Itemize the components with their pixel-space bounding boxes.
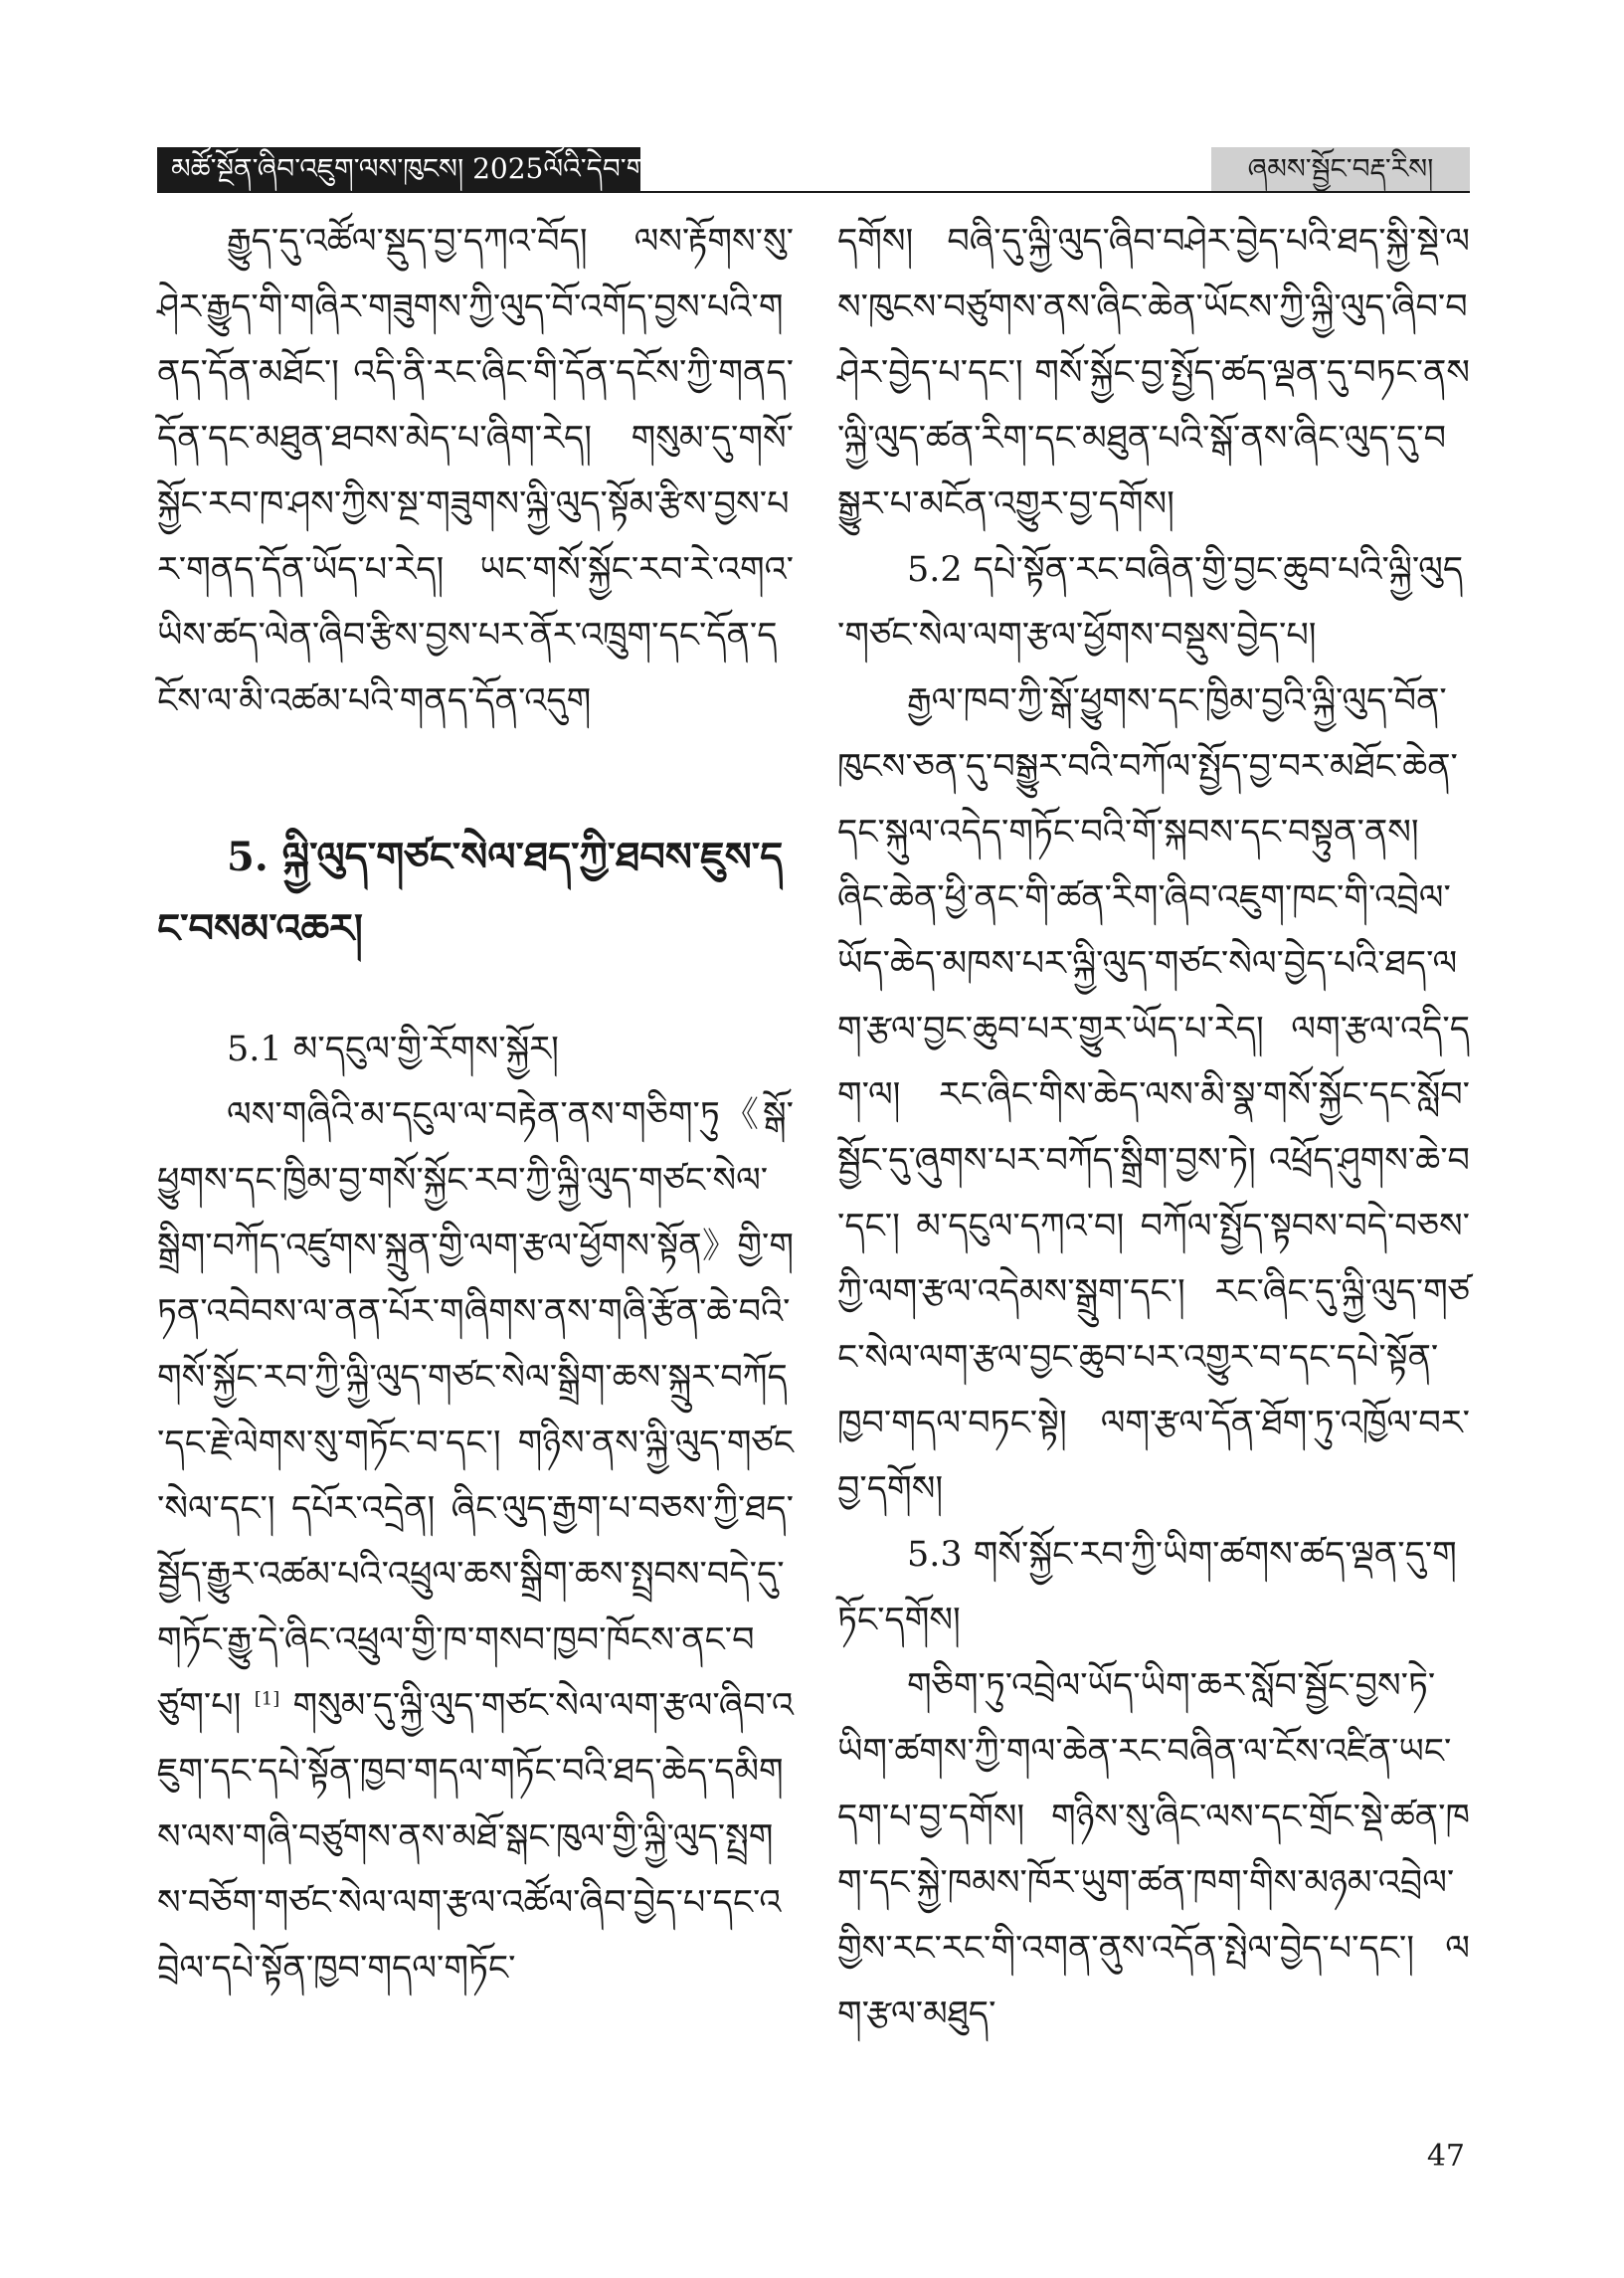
subsection-heading: 5.1 མ་དངུལ་གྱི་རོགས་སྐྱོར།	[227, 1030, 559, 1069]
reference-marker[interactable]: [1]	[254, 1688, 280, 1710]
paragraph: རྒྱལ་ཁབ་ཀྱི་སྒོ་ཕྱུགས་དང་ཁྱིམ་བྱའི་ལྐྱི་ལུད་བོན་ཁུངས་ཅན་དུ་བསྒྱུར་བའི་བཀོལ་སྤྱོད་བྱ་བར་མཐོང་ཆེན་དང་སྐུལ་འདེད་གཏོང་བའི་གོ་སྐབས་དང་བསྟུན་ནས། ཞིང་ཆེན་ཕྱི་ནང་གི་ཚན་རིག་ཞིབ་འཇུག་ཁང་གི་འབྲེལ་ཡོད་ཆེད་མཁས་པར་ལྐྱི་ལུད་གཙང་སེལ་བྱེད་པའི་ཐད་ལག་རྩལ་བྱང་ཆུབ་པར་གྱུར་ཡོད་པ་རེད། ལག་རྩལ་འདི་དག་ལ། རང་ཞིང་གིས་ཆེད་ལས་མི་སྣ་གསོ་སྐྱོང་དང་སློབ་སྦྱོང་དུ་ཞུགས་པར་བཀོད་སྒྲིག་བྱས་ཏེ། འཕྲོད་ཤུགས་ཆེ་བ་དང་། མ་དངུལ་དཀའ་བ། བཀོལ་སྤྱོད་སྟབས་བདེ་བཅས་ཀྱི་ལག་རྩལ་འདེམས་སྒྲུག་དང་། རང་ཞིང་དུ་ལྐྱི་ལུད་གཙང་སེལ་ལག་རྩལ་བྱང་ཆུབ་པར་འགྱུར་བ་དང་དཔེ་སྟོན་ཁྱབ་གདལ་བཏང་སྟེ། ལག་རྩལ་དོན་ཐོག་ཏུ་འཁྱོལ་བར་བྱ་དགོས།	[837, 681, 1470, 1509]
left-column	[157, 209, 794, 2001]
paragraph-text: ལས་གཞིའི་མ་དངུལ་ལ་བརྟེན་ནས་གཅིག་ཏུ《སྒོ་ཕྱུགས་དང་ཁྱིམ་བྱ་གསོ་སྐྱོང་རབ་ཀྱི་ལྐྱི་ལུད་གཙང་སེལ་སྒྲིག་བཀོད་འཛུགས་སྐྲུན་གྱི་ལག་རྩལ་ཕྱོགས་སྟོན》གྱི་གཏན་འབེབས་ལ་ནན་པོར་གཞིགས་ནས་གཞི་རྩོན་ཆེ་བའི་གསོ་སྐྱོང་རབ་ཀྱི་ལྐྱི་ལུད་གཙང་སེལ་སྒྲིག་ཆས་སྐྲུར་བཀོད་དང་རྗེ་ལེགས་སུ་གཏོང་བ་དང་། གཉིས་ནས་ལྐྱི་ལུད་གཙང་སེལ་དང་། དཔོར་འདྲེན། ཞིང་ལུད་རྒྱག་པ་བཅས་ཀྱི་ཐད་སྦྱོད་རྒྱུར་འཚམ་པའི་འཕྲུལ་ཆས་སྒྲིག་ཆས་སྤྲབས་བདེ་དུ་གཏོང་རྒྱུ་དེ་ཞིང་འཕྲུལ་གྱི་ཁ་གསབ་ཁྱབ་ཁོངས་ནང་བཙུག་པ།	[157, 1095, 794, 1726]
section-heading: 5. ལྐྱི་ལུད་གཙང་སེལ་ཐད་ཀྱི་ཐབས་ཇུས་དང་བསམ་འཆར།	[157, 834, 784, 952]
subsection-heading: 5.2 དཔེ་སྟོན་རང་བཞིན་གྱི་བྱང་ཆུབ་པའི་ལྐྱི་ལུད་གཙང་སེལ་ལག་རྩལ་ཕྱོགས་བསྡུས་བྱེད་པ།	[837, 550, 1464, 656]
right-column	[837, 209, 1470, 2047]
paragraph: དགོས། བཞི་དུ་ལྐྱི་ལུད་ཞིབ་བཤེར་བྱེད་པའི་ཐད་སྐྱི་སྡེ་ལས་ཁུངས་བཙུགས་ནས་ཞིང་ཆེན་ཡོངས་ཀྱི་ལྐྱི་ལུད་ཞིབ་བཤེར་བྱེད་པ་དང་། གསོ་སྐྱོང་བྱ་སྤྱོད་ཚད་ལྡན་དུ་བཏང་ནས་ལྐྱི་ལུད་ཚན་རིག་དང་མཐུན་པའི་སྒོ་ནས་ཞིང་ལུད་དུ་བསྒྱུར་པ་མངོན་འགྱུར་བྱ་དགོས།	[837, 222, 1470, 524]
journal-header-title: མཚོ་སྔོན་ཞིབ་འཇུག་ལས་ཁུངས། 2025ལོའི་དེབ་གསུམ་པ།	[157, 147, 640, 191]
paragraph: རྒྱུད་དུ་འཚོལ་སྡུད་བྱ་དཀའ་བོད། ལས་རྟོགས་སུ་ཤེར་རྒྱུད་གི་གཞིར་གཟུགས་ཀྱི་ལུད་བོ་འགོད་བྱས་པའི་གནད་དོན་མཐོང་། འདི་ནི་རང་ཞིང་གི་དོན་དངོས་ཀྱི་གནད་དོན་དང་མཐུན་ཐབས་མེད་པ་ཞིག་རེད། གསུམ་དུ་གསོ་སྐྱོང་རབ་ཁ་ཤས་ཀྱིས་སྔ་གཟུགས་ལྐྱི་ལུད་སྟོམ་རྩིས་བྱས་པར་གནད་དོན་ཡོད་པ་རེད། ཡང་གསོ་སྐྱོང་རབ་རེ་འགའ་ཡིས་ཚད་ལེན་ཞིབ་རྩིས་བྱས་པར་ནོར་འཁྲུག་དང་དོན་དངོས་ལ་མི་འཚམ་པའི་གནད་དོན་འདུག	[157, 222, 794, 721]
paragraph-text: གསུམ་དུ་ལྐྱི་ལུད་གཙང་སེལ་ལག་རྩལ་ཞིབ་འཇུག་དང་དཔེ་སྟོན་ཁྱབ་གདལ་གཏོང་བའི་ཐད་ཆེད་དམིགས་ལས་གཞི་བཙུགས་ནས་མཐོ་སྒང་ཁུལ་གྱི་ལྐྱི་ལུད་སྤྲགས་བཅོག་གཙང་སེལ་ལག་རྩལ་འཚོལ་ཞིབ་བྱེད་པ་དང་འབྲེལ་དཔེ་སྟོན་ཁྱབ་གདལ་གཏོང་	[157, 1686, 794, 1989]
page-number: 47	[1426, 2139, 1465, 2174]
header-rule	[157, 191, 1470, 193]
subsection-heading: 5.3 གསོ་སྐྱོང་རབ་ཀྱི་ཡིག་ཚགས་ཚད་ལྡན་དུ་གཏོང་དགོས།	[837, 1535, 1457, 1640]
paragraph	[157, 1082, 794, 2001]
section-header-title: ཞམས་སྦྱོང་བརྡ་རིས།	[1211, 147, 1470, 191]
paragraph: གཅིག་ཏུ་འབྲེལ་ཡོད་ཡིག་ཆར་སློབ་སྦྱོང་བྱས་ཏེ་ཡིག་ཚགས་ཀྱི་གལ་ཆེན་རང་བཞིན་ལ་ངོས་འཛིན་ཡང་དག་པ་བྱ་དགོས། གཉིས་སུ་ཞིང་ལས་དང་གྲོང་སྡེ་ཚན་ཁག་དང་སྐྱེ་ཁམས་ཁོར་ཡུག་ཚན་ཁག་གིས་མཉམ་འབྲེལ་གྱིས་རང་རང་གི་འགན་ནུས་འདོན་སྤེལ་བྱེད་པ་དང་། ལག་རྩལ་མཐུད་	[837, 1666, 1470, 2034]
